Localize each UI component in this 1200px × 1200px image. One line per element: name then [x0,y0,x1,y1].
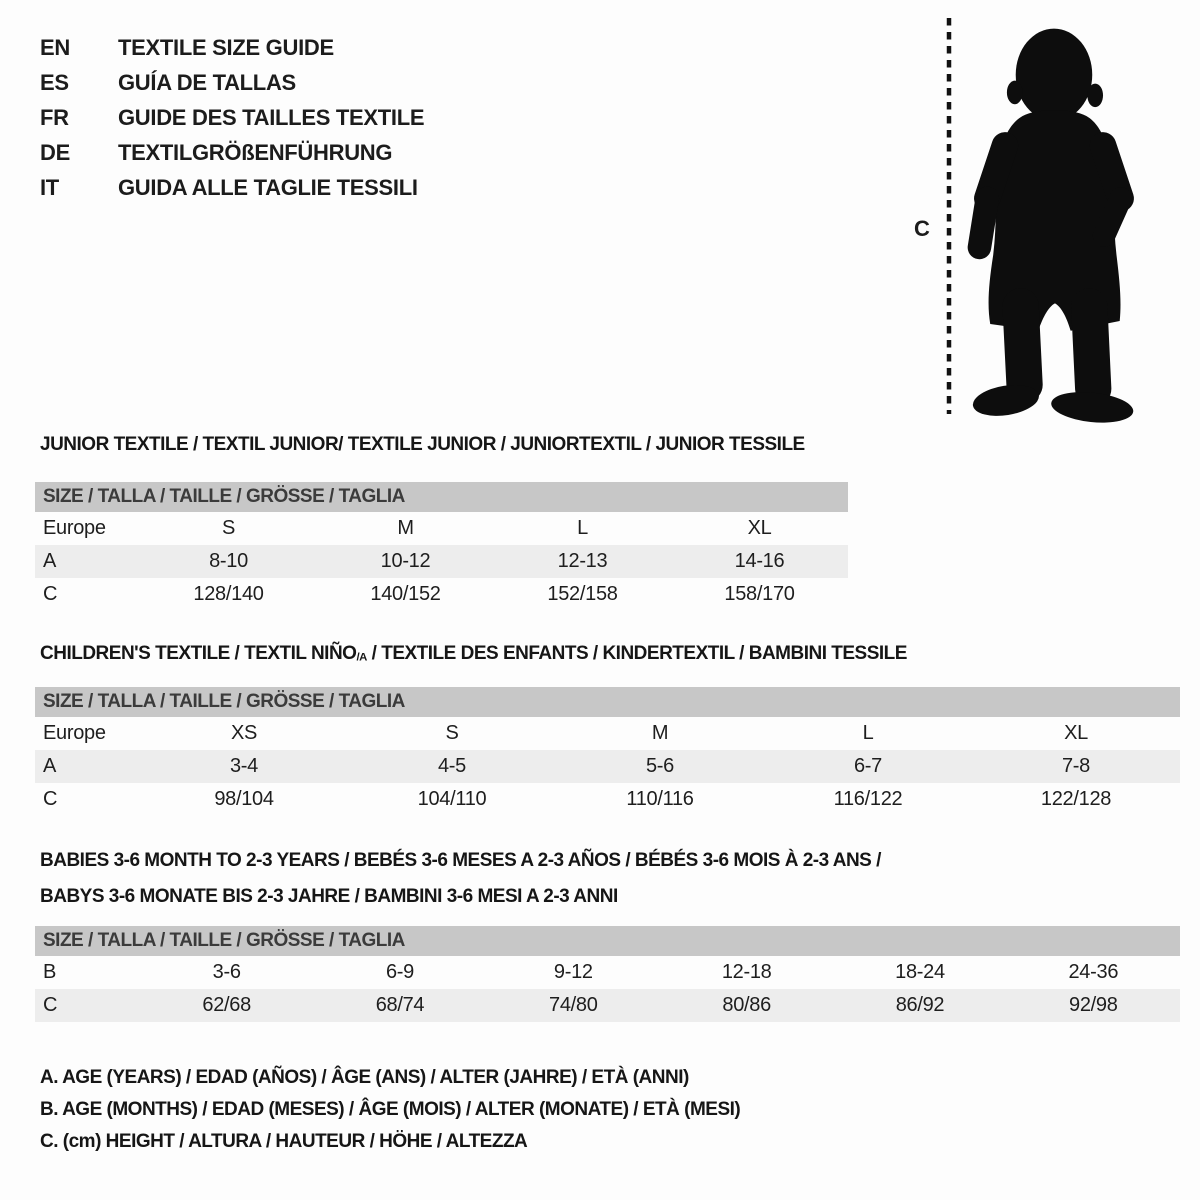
table-row-height [35,989,1180,1022]
table-row-height [35,578,848,611]
size-cell: XL [747,517,772,539]
height-cell: 122/128 [1040,788,1112,810]
children-title-part: / TEXTILE DES ENFANTS / KINDERTEXTIL / BAMBINI TESSILE [366,643,907,664]
language-title-list [40,30,424,205]
height-cell: 116/122 [833,788,903,810]
row-label: Europe [43,722,106,744]
age-cell: 24-36 [1068,961,1119,983]
language-row [40,170,424,205]
height-cell: 68/74 [375,994,425,1016]
age-cell: 6-7 [853,755,882,777]
size-cell: S [445,722,459,744]
babies-title-line1: BABIES 3-6 MONTH TO 2-3 YEARS / BEBÉS 3-6 MESES A 2-3 AÑOS / BÉBÉS 3-6 MOIS À 2-3 ANS / [40,850,881,871]
age-cell: 6-9 [385,961,414,983]
row-label: Europe [43,517,106,539]
junior-section-title: JUNIOR TEXTILE / TEXTIL JUNIOR/ TEXTILE JUNIOR / JUNIORTEXTIL / JUNIOR TESSILE [40,434,805,455]
dashed-measure-line-icon [944,16,954,416]
guide-title: GUIDE DES TAILLES TEXTILE [118,104,425,130]
age-cell: 12-13 [557,550,608,572]
language-row [40,135,424,170]
table-row-age [35,750,1180,783]
height-cell: 80/86 [722,994,771,1016]
age-cell: 10-12 [380,550,431,572]
height-cell: 104/110 [417,788,487,810]
age-cell: 5-6 [645,755,674,777]
language-code: DE [40,139,70,165]
height-cell: 92/98 [1069,994,1118,1016]
footnote-legend [40,1062,740,1158]
toddler-silhouette-icon [958,12,1148,424]
age-cell: 9-12 [553,961,593,983]
age-cell: 12-18 [721,961,772,983]
height-cell: 152/158 [547,583,618,605]
row-label: C [43,583,58,605]
children-title-sub: /A [356,651,367,664]
table-row-height [35,783,1180,816]
height-cell: 128/140 [193,583,264,605]
age-cell: 4-5 [437,755,466,777]
children-size-table [35,687,1180,816]
babies-section-title [40,843,881,915]
height-cell: 62/68 [202,994,251,1016]
language-code: ES [40,69,69,95]
size-cell: M [397,517,414,539]
size-header-bar: SIZE / TALLA / TAILLE / GRÖSSE / TAGLIA [35,687,1180,717]
language-row [40,30,424,65]
age-cell: 14-16 [734,550,785,572]
height-cell: 110/116 [626,788,694,810]
height-measure-label: C [914,216,930,241]
age-cell: 3-4 [229,755,258,777]
guide-title: GUIDA ALLE TAGLIE TESSILI [118,174,418,200]
language-code: FR [40,104,69,130]
size-cell: S [221,517,236,539]
row-label: A [43,755,57,777]
age-cell: 18-24 [895,961,945,983]
children-section-title [40,643,907,665]
table-row-europe [35,512,848,545]
size-header-bar: SIZE / TALLA / TAILLE / GRÖSSE / TAGLIA [35,482,848,512]
toddler-silhouette-shape [971,29,1135,424]
language-row [40,65,424,100]
row-label: C [43,994,58,1016]
size-cell: XL [1064,722,1088,744]
table-row-age [35,545,848,578]
height-cell: 86/92 [895,994,945,1016]
size-header-bar: SIZE / TALLA / TAILLE / GRÖSSE / TAGLIA [35,926,1180,956]
age-cell: 3-6 [212,961,241,983]
guide-title: GUÍA DE TALLAS [118,69,296,95]
language-row [40,100,424,135]
guide-title: TEXTILE SIZE GUIDE [118,34,334,60]
size-cell: XS [230,722,258,744]
junior-size-table [35,482,848,611]
height-cell: 140/152 [370,583,441,605]
age-cell: 8-10 [209,550,248,572]
footnote-a: A. AGE (YEARS) / EDAD (AÑOS) / ÂGE (ANS) / ALTER (JAHRE) / ETÀ (ANNI) [40,1067,689,1088]
height-cell: 98/104 [214,788,274,810]
babies-size-table [35,926,1180,1022]
row-label: A [43,550,57,572]
language-code: EN [40,34,70,60]
size-cell: M [651,722,669,744]
size-cell: L [862,722,874,744]
row-label: B [43,961,57,983]
row-label: C [43,788,58,810]
table-row-age-months [35,956,1180,989]
children-title-part: CHILDREN'S TEXTILE / TEXTIL NIÑO [40,643,357,664]
footnote-b: B. AGE (MONTHS) / EDAD (MESES) / ÂGE (MOIS) / ALTER (MONATE) / ETÀ (MESI) [40,1099,741,1120]
height-cell: 74/80 [549,994,598,1016]
age-cell: 7-8 [1061,755,1090,777]
footnote-c: C. (cm) HEIGHT / ALTURA / HAUTEUR / HÖHE / ALTEZZA [40,1131,528,1152]
guide-title: TEXTILGRÖßENFÜHRUNG [118,139,393,165]
language-code: IT [40,174,59,200]
height-cell: 158/170 [724,583,795,605]
table-row-europe [35,717,1180,750]
size-cell: L [577,517,588,539]
babies-title-line2: BABYS 3-6 MONATE BIS 2-3 JAHRE / BAMBINI 3-6 MESI A 2-3 ANNI [40,886,618,907]
